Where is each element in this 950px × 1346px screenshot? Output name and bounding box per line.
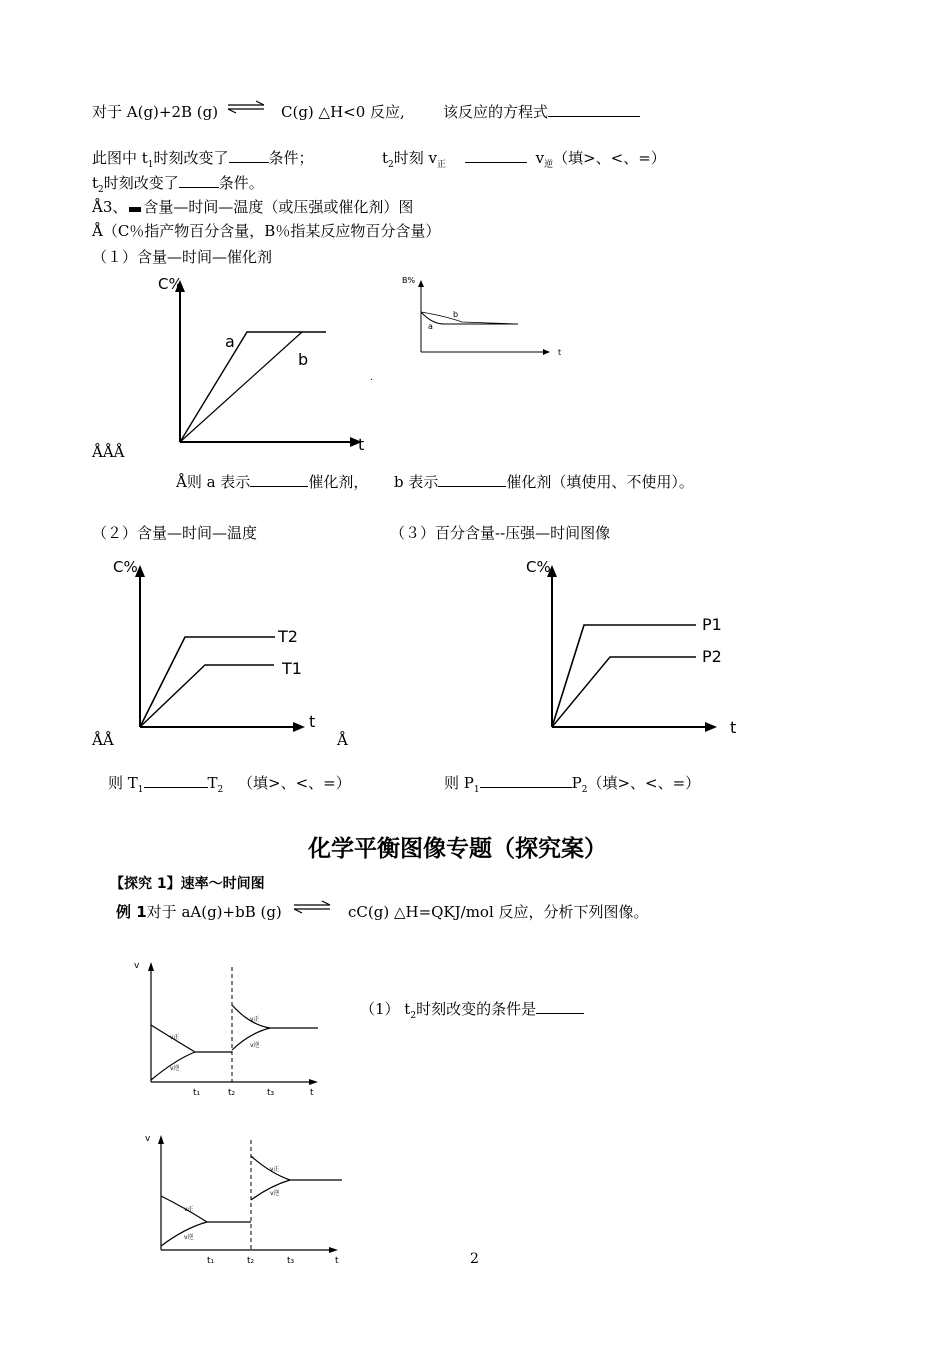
- reaction-reactants: 对于 A(g)+2B (g): [92, 103, 219, 121]
- text: 则 T: [108, 774, 138, 792]
- v-reverse-label-2: v逆: [250, 1042, 260, 1049]
- catalyst-question-b: [394, 472, 694, 492]
- subscript: 1: [147, 160, 154, 170]
- text: b 表示: [394, 473, 439, 491]
- text: （填>、<、=）: [587, 774, 701, 792]
- y-arrow-icon: [148, 962, 154, 971]
- text: 此图中 t: [92, 149, 148, 167]
- v-forward-label: v正: [170, 1034, 180, 1041]
- text: （填>、<、=）: [238, 774, 351, 792]
- subscript: 2: [217, 785, 224, 795]
- text: 条件。: [218, 174, 264, 192]
- v-reverse-label: v逆: [170, 1065, 180, 1072]
- subscript: 1: [473, 785, 480, 795]
- text: 时刻改变了: [103, 174, 179, 192]
- x-arrow-icon: [543, 349, 550, 355]
- tick-t1: t₁: [207, 1256, 215, 1266]
- answer-blank[interactable]: [548, 102, 640, 117]
- answer-blank[interactable]: [465, 148, 527, 163]
- x-label: t: [558, 348, 562, 357]
- question-t1-line: [92, 148, 314, 175]
- y-label: B%: [402, 276, 416, 285]
- dot: .: [370, 373, 373, 383]
- answer-blank[interactable]: [250, 472, 308, 487]
- curve-a: [180, 332, 326, 442]
- text: t: [92, 174, 99, 192]
- text: t: [382, 149, 389, 167]
- x-arrow-icon: [329, 1247, 338, 1253]
- y-arrow-icon: [418, 280, 424, 287]
- text: 催化剂，: [308, 473, 369, 491]
- text: 条件；: [268, 149, 314, 167]
- v-reverse-label-2: v逆: [270, 1190, 280, 1197]
- curve-p1-label: P1: [702, 615, 722, 634]
- chart-rate-time-2: [140, 1128, 350, 1268]
- x-arrow-icon: [705, 722, 717, 732]
- example-label: 例 1: [116, 903, 147, 921]
- curve-p2-label: P2: [702, 647, 722, 666]
- curve-t1-label: T1: [282, 659, 302, 678]
- question-t2-compare: [382, 148, 666, 175]
- text: 含量—时间—温度（或压强或催化剂）图: [143, 198, 414, 216]
- answer-blank[interactable]: [438, 472, 506, 487]
- text: Å则 a 表示: [176, 473, 251, 491]
- chart-c-catalyst: [150, 270, 380, 455]
- text: （填>、<、=）: [553, 149, 666, 167]
- v-reverse-label: v逆: [184, 1234, 194, 1241]
- curve-b: [180, 332, 302, 442]
- v-forward-label: v正: [184, 1206, 194, 1213]
- chart-rate-time-1: [120, 955, 330, 1100]
- x-label: t: [358, 435, 365, 454]
- subscript: 2: [410, 1011, 417, 1021]
- y-label: v: [145, 1134, 151, 1144]
- answer-blank[interactable]: [229, 148, 269, 163]
- y-label: v: [134, 961, 140, 971]
- text: （1） t: [360, 1000, 411, 1018]
- definition-note: Å（C％指产物百分含量，B％指某反应物百分含量）: [92, 222, 441, 240]
- x-label: t: [335, 1256, 339, 1266]
- example-line-b: cC(g) △H=QKJ/mol 反应，分析下列图像。: [348, 903, 649, 921]
- curve-b-label: b: [298, 350, 309, 369]
- curve-v-forward-2: [232, 1005, 318, 1028]
- equilibrium-arrow-icon: [226, 100, 266, 114]
- pressure-compare: [444, 773, 700, 800]
- curve-v-forward-2: [251, 1156, 342, 1180]
- subscript: 2: [388, 160, 394, 170]
- y-label: C%: [158, 275, 183, 293]
- x-arrow-icon: [309, 1079, 318, 1085]
- text: P: [571, 774, 582, 792]
- marker: ÅÅ: [92, 731, 114, 749]
- answer-blank[interactable]: [480, 773, 572, 788]
- catalyst-question: [176, 472, 368, 492]
- v-forward-label-2: v正: [270, 1166, 280, 1173]
- equation-prompt: [443, 102, 640, 122]
- text: 催化剂（填使用、不使用）。: [506, 473, 694, 491]
- question-1: [360, 999, 584, 1026]
- subsection-3: （３）百分含量--压强—时间图像: [390, 524, 611, 542]
- chart-b-catalyst: [400, 272, 570, 362]
- x-arrow-icon: [293, 722, 305, 732]
- marker: Å: [337, 731, 348, 749]
- subsection-2: （２）含量—时间—温度: [92, 524, 258, 542]
- curve-a-label: a: [428, 322, 433, 331]
- page-title: 化学平衡图像专题（探究案）: [308, 836, 607, 862]
- page-number: 2: [470, 1251, 479, 1267]
- y-arrow-icon: [158, 1135, 164, 1144]
- chart-c-pressure: [522, 555, 747, 735]
- text: Å3、: [92, 198, 128, 216]
- chart-c-temperature: [110, 555, 330, 735]
- text: 对于 aA(g)+bB (g): [146, 903, 282, 921]
- bullet-mark-icon: [129, 207, 141, 212]
- subscript: 正: [437, 160, 447, 170]
- text: T: [207, 774, 218, 792]
- reaction-line: [92, 102, 218, 122]
- subscript: 2: [581, 785, 588, 795]
- text: 时刻改变了: [153, 149, 229, 167]
- example-line: [116, 902, 282, 922]
- curve-t2: [140, 637, 275, 727]
- curve-t1: [140, 665, 274, 727]
- temperature-compare: [108, 773, 351, 800]
- subscript: 逆: [544, 160, 554, 170]
- curve-b-label: b: [453, 310, 459, 319]
- text: v: [535, 149, 545, 167]
- x-label: t: [309, 712, 316, 731]
- answer-blank[interactable]: [179, 173, 219, 188]
- answer-blank[interactable]: [144, 773, 208, 788]
- question-t2-line: [92, 173, 264, 200]
- x-label: t: [730, 718, 737, 737]
- v-forward-label-2: v正: [250, 1016, 260, 1023]
- curve-v-forward: [161, 1196, 251, 1222]
- tick-t2: t₂: [228, 1088, 236, 1098]
- tick-t3: t₃: [267, 1088, 275, 1098]
- y-label: C%: [113, 558, 138, 576]
- reaction-product: C(g) △H<0 反应,: [281, 103, 405, 121]
- subscript: 2: [98, 185, 104, 195]
- explore-heading: 【探究 1】速率～时间图: [110, 876, 265, 892]
- tick-t3: t₃: [287, 1256, 295, 1266]
- marker: ÅÅÅ: [92, 443, 125, 461]
- curve-a-label: a: [225, 332, 235, 351]
- equilibrium-arrow-icon: [292, 900, 332, 914]
- equation-prompt-text: 该反应的方程式: [443, 103, 549, 121]
- tick-t2: t₂: [247, 1256, 255, 1266]
- curve-p2: [552, 657, 696, 727]
- curve-v-forward: [151, 1025, 232, 1052]
- y-label: C%: [526, 558, 551, 576]
- text: 则 P: [444, 774, 474, 792]
- subscript: 1: [137, 785, 144, 795]
- answer-blank[interactable]: [536, 999, 584, 1014]
- text: 时刻改变的条件是: [416, 1000, 537, 1018]
- subsection-1: （１）含量—时间—催化剂: [92, 248, 273, 266]
- section-heading-3: [92, 197, 413, 217]
- x-label: t: [310, 1088, 314, 1098]
- tick-t1: t₁: [193, 1088, 201, 1098]
- text: 时刻 v: [393, 149, 438, 167]
- curve-t2-label: T2: [278, 627, 298, 646]
- curve-p1: [552, 625, 696, 727]
